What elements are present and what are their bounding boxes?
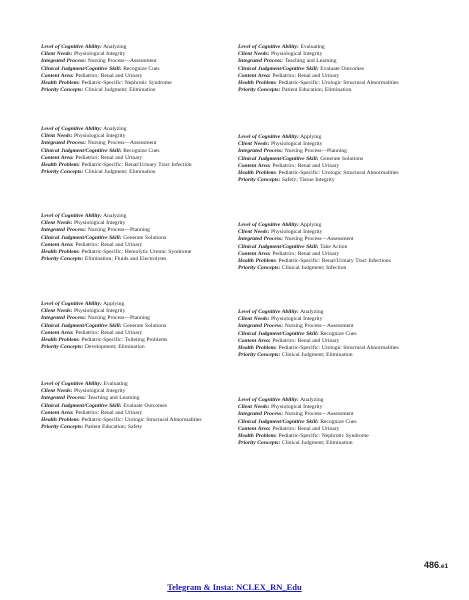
meta-label: Content Area: bbox=[41, 154, 74, 161]
meta-value: Patient Education; Safety bbox=[84, 424, 143, 431]
meta-label: Integrated Process: bbox=[238, 236, 284, 243]
meta-line-content-area bbox=[41, 242, 237, 249]
meta-value: Recognize Cues bbox=[320, 418, 357, 425]
meta-label: Priority Concepts: bbox=[238, 265, 281, 272]
meta-label: Integrated Process: bbox=[41, 140, 87, 147]
meta-value: Pediatric-Specific: Hemolytic Uremic Syndrome bbox=[81, 249, 192, 256]
meta-line-level bbox=[238, 309, 434, 316]
meta-label: Integrated Process: bbox=[41, 227, 87, 234]
meta-label: Content Area: bbox=[238, 425, 271, 432]
meta-label: Level of Cognitive Ability: bbox=[41, 381, 102, 387]
meta-label: Client Needs: bbox=[238, 404, 270, 411]
meta-label: Priority Concepts: bbox=[41, 256, 84, 263]
meta-value: Pediatric-Specific: Urologic Structural Abnormalities bbox=[278, 170, 399, 177]
meta-line-integrated-process bbox=[238, 148, 434, 155]
meta-label: Priority Concepts: bbox=[238, 177, 281, 184]
meta-line-clinical-judgment bbox=[238, 66, 434, 73]
meta-line-content-area bbox=[238, 73, 434, 80]
meta-label: Content Area: bbox=[238, 250, 271, 257]
meta-line-health-problem bbox=[41, 249, 237, 256]
meta-label: Level of Cognitive Ability: bbox=[41, 126, 102, 132]
meta-line-client-needs bbox=[41, 51, 237, 58]
meta-label: Health Problem: bbox=[238, 433, 277, 440]
meta-line-integrated-process bbox=[41, 58, 237, 65]
meta-label: Health Problem: bbox=[238, 345, 277, 352]
meta-value: Generate Solutions bbox=[320, 155, 364, 162]
meta-line-level bbox=[41, 381, 237, 388]
meta-value: Generate Solutions bbox=[123, 322, 167, 329]
meta-line-priority-concepts bbox=[238, 87, 434, 94]
meta-line-clinical-judgment bbox=[41, 323, 237, 330]
meta-label: Health Problem: bbox=[238, 258, 277, 265]
meta-value: Nursing Process—Assessment bbox=[87, 140, 157, 147]
meta-label: Content Area: bbox=[238, 337, 271, 344]
meta-line-level bbox=[238, 44, 434, 51]
meta-line-level bbox=[41, 44, 237, 51]
meta-line-integrated-process bbox=[41, 395, 237, 402]
meta-value: Pediatric-Specific: Urologic Structural Abnormalities bbox=[278, 80, 399, 87]
meta-line-priority-concepts bbox=[238, 352, 434, 359]
meta-label: Client Needs: bbox=[41, 133, 73, 140]
meta-line-integrated-process bbox=[41, 140, 237, 147]
meta-label: Integrated Process: bbox=[41, 395, 87, 402]
meta-line-clinical-judgment bbox=[41, 148, 237, 155]
meta-line-priority-concepts bbox=[41, 344, 237, 351]
meta-line-clinical-judgment bbox=[238, 419, 434, 426]
meta-label: Level of Cognitive Ability: bbox=[238, 309, 299, 315]
meta-label: Priority Concepts: bbox=[41, 344, 84, 351]
meta-line-client-needs bbox=[238, 51, 434, 58]
meta-label: Content Area: bbox=[238, 72, 271, 79]
meta-value: Nursing Process—Planning bbox=[87, 315, 150, 322]
meta-value: Physiological Integrity bbox=[271, 141, 323, 148]
meta-line-client-needs bbox=[41, 308, 237, 315]
meta-value: Pediatric-Specific: Nephrotic Syndrome bbox=[278, 433, 369, 440]
page-number-value: 486 bbox=[424, 560, 440, 570]
meta-value: Applying bbox=[300, 222, 322, 228]
meta-value: Take Action bbox=[320, 243, 348, 250]
meta-line-content-area bbox=[238, 338, 434, 345]
meta-value: Analyzing bbox=[103, 213, 127, 219]
meta-value: Pediatric-Specific: Urologic Structural Abnormalities bbox=[81, 417, 202, 424]
meta-label: Content Area: bbox=[41, 329, 74, 336]
meta-value: Pediatrics: Renal and Urinary bbox=[75, 72, 143, 79]
meta-label: Client Needs: bbox=[41, 51, 73, 58]
meta-value: Pediatrics: Renal and Urinary bbox=[272, 337, 340, 344]
meta-value: Analyzing bbox=[300, 397, 324, 403]
meta-line-health-problem bbox=[238, 80, 434, 87]
rationale-block bbox=[238, 44, 434, 94]
meta-line-clinical-judgment bbox=[238, 331, 434, 338]
meta-label: Clinical Judgment/Cognitive Skill: bbox=[41, 147, 122, 154]
meta-value: Clinical Judgment; Elimination bbox=[281, 440, 353, 447]
meta-label: Content Area: bbox=[41, 241, 74, 248]
meta-value: Pediatric-Specific: Renal/Urinary Tract Infection bbox=[81, 162, 192, 169]
meta-value: Teaching and Learning bbox=[284, 58, 337, 65]
meta-line-level bbox=[238, 134, 434, 141]
meta-line-level bbox=[41, 213, 237, 220]
meta-value: Pediatrics: Renal and Urinary bbox=[75, 241, 143, 248]
meta-line-client-needs bbox=[238, 404, 434, 411]
meta-line-priority-concepts bbox=[238, 265, 434, 272]
meta-value: Physiological Integrity bbox=[271, 404, 323, 411]
rationale-block bbox=[238, 309, 434, 359]
meta-line-client-needs bbox=[41, 388, 237, 395]
meta-label: Client Needs: bbox=[238, 51, 270, 58]
meta-line-integrated-process bbox=[41, 227, 237, 234]
meta-line-client-needs bbox=[238, 141, 434, 148]
rationale-block bbox=[41, 381, 237, 431]
page-number bbox=[424, 560, 448, 570]
meta-label: Integrated Process: bbox=[41, 58, 87, 65]
meta-label: Integrated Process: bbox=[238, 148, 284, 155]
meta-value: Recognize Cues bbox=[320, 330, 357, 337]
meta-value: Teaching and Learning bbox=[87, 395, 140, 402]
meta-label: Clinical Judgment/Cognitive Skill: bbox=[41, 65, 122, 72]
meta-value: Physiological Integrity bbox=[271, 51, 323, 58]
meta-value: Physiological Integrity bbox=[74, 133, 126, 140]
meta-label: Level of Cognitive Ability: bbox=[238, 397, 299, 403]
meta-value: Nursing Process—Planning bbox=[284, 148, 347, 155]
meta-line-priority-concepts bbox=[41, 256, 237, 263]
meta-label: Health Problem: bbox=[41, 249, 80, 256]
meta-label: Clinical Judgment/Cognitive Skill: bbox=[238, 65, 319, 72]
meta-line-health-problem bbox=[41, 80, 237, 87]
meta-label: Health Problem: bbox=[41, 80, 80, 87]
meta-value: Physiological Integrity bbox=[74, 51, 126, 58]
meta-label: Integrated Process: bbox=[238, 323, 284, 330]
meta-label: Priority Concepts: bbox=[238, 440, 281, 447]
meta-label: Client Needs: bbox=[238, 141, 270, 148]
meta-label: Clinical Judgment/Cognitive Skill: bbox=[41, 402, 122, 409]
meta-label: Health Problem: bbox=[41, 337, 80, 344]
meta-value: Patient Education; Elimination bbox=[281, 87, 352, 94]
meta-value: Recognize Cues bbox=[123, 65, 160, 72]
meta-label: Clinical Judgment/Cognitive Skill: bbox=[238, 418, 319, 425]
rationale-block bbox=[238, 222, 434, 272]
meta-value: Clinical Judgment; Infection bbox=[281, 265, 347, 272]
meta-line-level bbox=[41, 301, 237, 308]
meta-value: Physiological Integrity bbox=[74, 308, 126, 315]
meta-line-client-needs bbox=[41, 220, 237, 227]
meta-label: Content Area: bbox=[41, 409, 74, 416]
meta-label: Clinical Judgment/Cognitive Skill: bbox=[238, 330, 319, 337]
meta-label: Client Needs: bbox=[238, 316, 270, 323]
meta-label: Level of Cognitive Ability: bbox=[41, 213, 102, 219]
meta-line-clinical-judgment bbox=[41, 235, 237, 242]
meta-value: Generate Solutions bbox=[123, 234, 167, 241]
meta-value: Nursing Process—Assessment bbox=[284, 323, 354, 330]
meta-label: Health Problem: bbox=[41, 417, 80, 424]
rationale-block bbox=[41, 126, 237, 176]
meta-label: Client Needs: bbox=[238, 229, 270, 236]
meta-label: Health Problem: bbox=[41, 162, 80, 169]
meta-line-content-area bbox=[238, 426, 434, 433]
meta-value: Evaluating bbox=[300, 44, 325, 50]
meta-value: Evaluate Outcomes bbox=[320, 65, 365, 72]
meta-line-client-needs bbox=[238, 316, 434, 323]
meta-label: Integrated Process: bbox=[41, 315, 87, 322]
meta-label: Integrated Process: bbox=[238, 411, 284, 418]
meta-value: Pediatrics: Renal and Urinary bbox=[75, 409, 143, 416]
rationale-block bbox=[238, 397, 434, 447]
footer-link[interactable]: Telegram & Insta: NCLEX_RN_Edu bbox=[167, 582, 302, 592]
meta-value: Pediatric-Specific: Urologic Structural Abnormalities bbox=[278, 345, 399, 352]
meta-line-content-area bbox=[41, 410, 237, 417]
meta-label: Level of Cognitive Ability: bbox=[238, 44, 299, 50]
meta-value: Pediatrics: Renal and Urinary bbox=[272, 162, 340, 169]
meta-label: Client Needs: bbox=[41, 308, 73, 315]
meta-value: Evaluate Outcomes bbox=[123, 402, 168, 409]
meta-value: Pediatric-Specific: Nephrotic Syndrome bbox=[81, 80, 172, 87]
rationale-block bbox=[41, 44, 237, 94]
meta-value: Analyzing bbox=[103, 44, 127, 50]
meta-line-content-area bbox=[41, 330, 237, 337]
meta-value: Applying bbox=[300, 134, 322, 140]
meta-label: Clinical Judgment/Cognitive Skill: bbox=[41, 234, 122, 241]
page-number-suffix: .e1 bbox=[439, 563, 449, 570]
meta-label: Priority Concepts: bbox=[41, 169, 84, 176]
meta-line-integrated-process bbox=[238, 411, 434, 418]
meta-line-content-area bbox=[41, 73, 237, 80]
meta-line-client-needs bbox=[238, 229, 434, 236]
meta-value: Development; Elimination bbox=[84, 344, 145, 351]
meta-value: Pediatric-Specific: Toileting Problems bbox=[81, 337, 168, 344]
rationale-block bbox=[41, 213, 237, 263]
meta-label: Priority Concepts: bbox=[238, 352, 281, 359]
meta-value: Recognize Cues bbox=[123, 147, 160, 154]
meta-value: Pediatric-Specific: Renal/Urinary Tract Infections bbox=[278, 258, 391, 265]
meta-value: Analyzing bbox=[300, 309, 324, 315]
meta-value: Clinical Judgment; Elimination bbox=[84, 87, 156, 94]
meta-label: Level of Cognitive Ability: bbox=[41, 44, 102, 50]
meta-label: Clinical Judgment/Cognitive Skill: bbox=[238, 243, 319, 250]
meta-line-health-problem bbox=[238, 433, 434, 440]
meta-line-integrated-process bbox=[238, 236, 434, 243]
meta-line-priority-concepts bbox=[238, 177, 434, 184]
meta-value: Pediatrics: Renal and Urinary bbox=[272, 250, 340, 257]
meta-label: Integrated Process: bbox=[238, 58, 284, 65]
meta-label: Client Needs: bbox=[41, 388, 73, 395]
meta-value: Elimination; Fluids and Electrolytes bbox=[84, 256, 167, 263]
meta-label: Level of Cognitive Ability: bbox=[238, 222, 299, 228]
meta-label: Health Problem: bbox=[238, 170, 277, 177]
meta-value: Pediatrics: Renal and Urinary bbox=[75, 329, 143, 336]
meta-value: Physiological Integrity bbox=[74, 388, 126, 395]
meta-label: Health Problem: bbox=[238, 80, 277, 87]
meta-label: Client Needs: bbox=[41, 220, 73, 227]
meta-line-content-area bbox=[238, 251, 434, 258]
meta-value: Analyzing bbox=[103, 126, 127, 132]
meta-line-clinical-judgment bbox=[41, 66, 237, 73]
meta-value: Clinical Judgment; Elimination bbox=[281, 352, 353, 359]
meta-line-health-problem bbox=[41, 162, 237, 169]
meta-line-integrated-process bbox=[41, 315, 237, 322]
meta-label: Content Area: bbox=[41, 72, 74, 79]
meta-line-level bbox=[238, 222, 434, 229]
meta-line-health-problem bbox=[41, 337, 237, 344]
meta-value: Nursing Process—Assessment bbox=[284, 236, 354, 243]
meta-value: Nursing Process—Assessment bbox=[87, 58, 157, 65]
meta-label: Level of Cognitive Ability: bbox=[41, 301, 102, 307]
meta-line-level bbox=[238, 397, 434, 404]
meta-value: Pediatrics: Renal and Urinary bbox=[272, 425, 340, 432]
meta-value: Pediatrics: Renal and Urinary bbox=[272, 72, 340, 79]
meta-line-clinical-judgment bbox=[41, 403, 237, 410]
meta-line-integrated-process bbox=[238, 58, 434, 65]
meta-line-priority-concepts bbox=[238, 440, 434, 447]
meta-value: Physiological Integrity bbox=[74, 220, 126, 227]
meta-line-client-needs bbox=[41, 133, 237, 140]
meta-label: Level of Cognitive Ability: bbox=[238, 134, 299, 140]
meta-line-priority-concepts bbox=[41, 424, 237, 431]
rationale-block bbox=[238, 134, 434, 184]
meta-label: Clinical Judgment/Cognitive Skill: bbox=[41, 322, 122, 329]
meta-line-priority-concepts bbox=[41, 87, 237, 94]
meta-value: Nursing Process—Planning bbox=[87, 227, 150, 234]
meta-line-health-problem bbox=[238, 345, 434, 352]
meta-line-integrated-process bbox=[238, 323, 434, 330]
meta-line-clinical-judgment bbox=[238, 244, 434, 251]
meta-value: Applying bbox=[103, 301, 125, 307]
meta-value: Safety; Tissue Integrity bbox=[281, 177, 335, 184]
meta-label: Clinical Judgment/Cognitive Skill: bbox=[238, 155, 319, 162]
meta-line-content-area bbox=[238, 163, 434, 170]
meta-label: Content Area: bbox=[238, 162, 271, 169]
meta-value: Nursing Process—Assessment bbox=[284, 411, 354, 418]
rationale-block bbox=[41, 301, 237, 351]
meta-value: Evaluating bbox=[103, 381, 128, 387]
meta-value: Physiological Integrity bbox=[271, 316, 323, 323]
meta-value: Clinical Judgment; Elimination bbox=[84, 169, 156, 176]
meta-line-priority-concepts bbox=[41, 169, 237, 176]
meta-label: Priority Concepts: bbox=[238, 87, 281, 94]
meta-value: Pediatrics: Renal and Urinary bbox=[75, 154, 143, 161]
meta-line-clinical-judgment bbox=[238, 156, 434, 163]
meta-line-content-area bbox=[41, 155, 237, 162]
meta-value: Physiological Integrity bbox=[271, 229, 323, 236]
meta-label: Priority Concepts: bbox=[41, 87, 84, 94]
meta-line-level bbox=[41, 126, 237, 133]
meta-label: Priority Concepts: bbox=[41, 424, 84, 431]
